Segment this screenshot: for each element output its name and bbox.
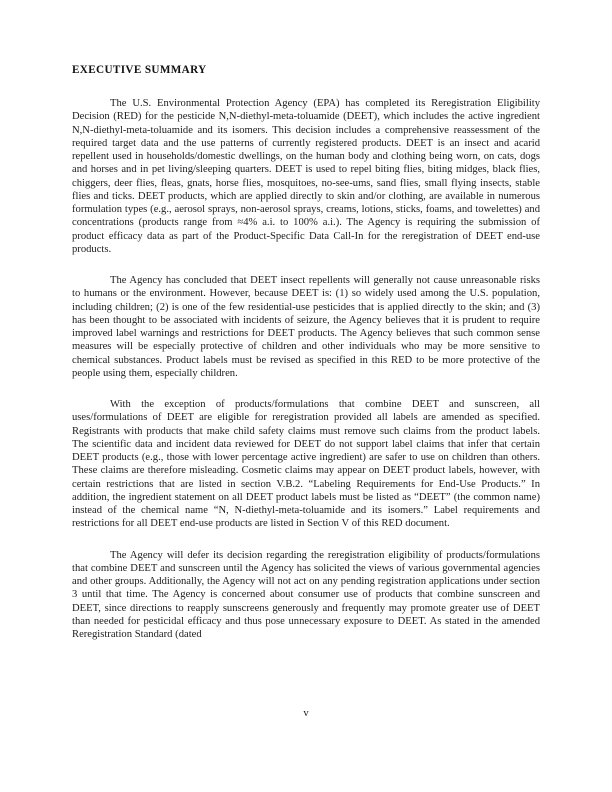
page-number: v xyxy=(303,708,309,719)
page-content xyxy=(72,64,540,641)
body-paragraph-1: The U.S. Environmental Protection Agency (EPA) has completed its Reregistration Eligibility Decision (RED) for the pesticide N,N-diethyl-meta-toluamide (DEET), which includes the active ingredient N,N-diethyl-meta-toluamide and its isomers. This decision includes a comprehensive reassessment of the required target data and the use patterns of currently registered products. DEET is an insect and acarid repellent used in households/domestic dwellings, on the human body and clothing being worn, on cats, dogs and horses and in pet living/sleeping quarters. DEET is used to repel biting flies, biting midges, black flies, chiggers, deer flies, fleas, gnats, horse flies, mosquitoes, no-see-ums, sand flies, small flying insects, stable flies and ticks. DEET products, which are applied directly to skin and/or clothing, are available in numerous formulation types (e.g., aerosol sprays, non-aerosol sprays, creams, lotions, sticks, foams, and towelettes) and concentrations (products range from ≈4% a.i. to 100% a.i.). The Agency is requiring the submission of product efficacy data as part of the Product-Specific Data Call-In for the reregistration of DEET end-use products. xyxy=(72,98,540,255)
body-paragraph-3: With the exception of products/formulations that combine DEET and sunscreen, all uses/formulations of DEET are eligible for reregistration provided all labels are amended as specified. Registrants with products that make child safety claims must remove such claims from the product labels. The scientific data and incident data reviewed for DEET do not support label claims that infer that certain DEET products (e.g., those with lower percentage active ingredient) are safer to use on children than others. These claims are therefore misleading. Cosmetic claims may appear on DEET product labels, however, with certain restrictions that are listed in section V.B.2. “Labeling Requirements for End-Use Products.” In addition, the ingredient statement on all DEET product labels must be listed as “DEET” (the common name) instead of the chemical name “N, N-diethyl-meta-toluamide and its isomers.” Label requirements and restrictions for all DEET end-use products are listed in Section V of this RED document. xyxy=(72,399,540,530)
page-title: EXECUTIVE SUMMARY xyxy=(72,64,207,76)
body-paragraph-2: The Agency has concluded that DEET insect repellents will generally not cause unreasonable risks to humans or the environment. However, because DEET is: (1) so widely used among the U.S. population, including children; (2) is one of the few residential-use pesticides that is applied directly to the skin; and (3) has been thought to be associated with incidents of seizure, the Agency believes that it is prudent to require improved label warnings and restrictions for DEET products. The Agency believes that such common sense measures will be especially protective of children and other individuals who may be more sensitive to chemical substances. Product labels must be revised as specified in this RED to be more protective of the people using them, especially children. xyxy=(72,275,540,379)
body-paragraph-4: The Agency will defer its decision regarding the reregistration eligibility of products/formulations that combine DEET and sunscreen until the Agency has solicited the views of various governmental agencies and other groups. Additionally, the Agency will not act on any pending registration applications under section 3 until that time. The Agency is concerned about consumer use of products that combine sunscreen and DEET, since directions to reapply sunscreens generously and frequently may promote greater use of DEET than needed for pesticidal efficacy and thus pose unnecessary exposure to DEET. As stated in the amended Reregistration Standard (dated xyxy=(72,549,540,641)
